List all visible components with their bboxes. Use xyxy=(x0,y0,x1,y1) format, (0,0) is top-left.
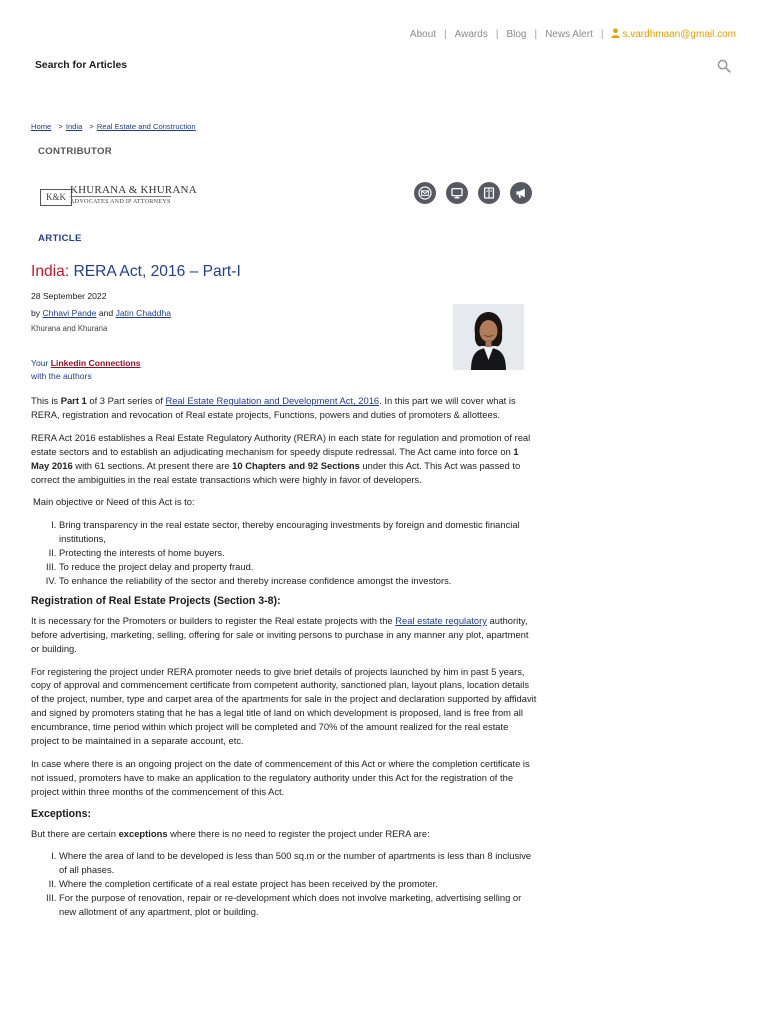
text-run: authority, before advertising, marketing, selling, offering for sale or inviting persons to purchase in any manner any plot, apartment or building. xyxy=(31,614,529,654)
megaphone-icon[interactable] xyxy=(510,182,532,204)
list-item: II. Protecting the interests of home buyers. xyxy=(59,546,539,560)
monitor-icon[interactable] xyxy=(446,182,468,204)
linkedin-connections xyxy=(31,357,141,382)
text-run-bold: 10 Chapters and 92 Sections xyxy=(232,459,360,471)
article-title-text: RERA Act, 2016 – Part-I xyxy=(73,263,241,280)
contributor-logo[interactable] xyxy=(40,184,197,206)
publish-date: 28 September 2022 xyxy=(31,291,107,301)
exceptions-list xyxy=(31,849,539,919)
nav-separator: | xyxy=(495,29,499,40)
byline-and: and xyxy=(98,308,114,318)
text-run: where there is no need to register the project under RERA are: xyxy=(167,827,430,839)
logo-firm-tagline: ADVOCATES AND IP ATTORNEYS xyxy=(70,198,171,205)
text-run: of 3 Part series of xyxy=(86,395,166,406)
linkedin-suffix: with the authors xyxy=(31,370,92,381)
linkedin-connections-link[interactable]: Linkedin Connections xyxy=(50,358,141,368)
user-icon xyxy=(611,28,620,41)
text-run: But there are certain xyxy=(31,827,119,839)
exceptions-intro xyxy=(31,827,539,841)
list-item: IV. To enhance the reliability of the sector and thereby increase confidence amongst the investors. xyxy=(59,574,539,588)
linkedin-prefix: Your xyxy=(31,358,49,368)
article-title xyxy=(31,263,241,281)
envelope-icon[interactable] xyxy=(414,182,436,204)
registration-heading: Registration of Real Estate Projects (Section 3-8): xyxy=(31,594,281,607)
author-link-chhavi-pande[interactable]: Chhavi Pande xyxy=(42,308,97,318)
registration-paragraph xyxy=(31,614,539,656)
objectives-list xyxy=(31,518,539,588)
list-item: I. Where the area of land to be developed is less than 500 sq.m or the number of apartments is less than 8 inclusive of all phases. xyxy=(59,849,539,877)
rera-overview-paragraph xyxy=(31,431,539,487)
contributor-heading: CONTRIBUTOR xyxy=(38,146,113,157)
text-run-bold: Part 1 xyxy=(60,395,87,406)
rera-act-link[interactable]: Real Estate Regulation and Development Act, 2016 xyxy=(165,395,380,406)
text-run: RERA Act 2016 establishes a Real Estate Regulatory Authority (RERA) in each state for regulation and promotion of real estate sectors and to establish an adjudicating mechanism for speedy dispute redressal. The Act came into force on xyxy=(31,431,531,457)
nav-news-alert-link[interactable]: News Alert xyxy=(545,29,593,40)
list-item: II. Where the completion certificate of a real estate project has been received by the promoter. xyxy=(59,877,539,891)
user-email: s.vardhmaan@gmail.com xyxy=(622,29,736,40)
text-run-bold: 1 May 2016 xyxy=(31,445,519,471)
logo-firm-name: KHURANA & KHURANA xyxy=(70,184,197,196)
search-icon[interactable] xyxy=(717,59,731,73)
nav-separator: | xyxy=(444,29,447,40)
intro-paragraph xyxy=(31,394,539,422)
objective-intro: Main objective or Need of this Act is to: xyxy=(33,496,195,508)
nav-about-link[interactable]: About xyxy=(409,29,437,40)
nav-awards-link[interactable]: Awards xyxy=(454,29,488,40)
list-item: III. For the purpose of renovation, repair or re-development which does not involve marketing, advertising selling or new allotment of any apartment, plot or building. xyxy=(59,891,539,919)
nav-separator: | xyxy=(600,29,604,40)
registration-details-paragraph: For registering the project under RERA promoter needs to give brief details of projects launched by him in past 5 years, copy of approval and commencement certificate from competent authority, sanctioned plan, layout plans, location details of the project, number, type and carpet area of the apartments for sale in the project and declaration supported by affidavit and signed by promoters stating that he has a legal title of land on which development is proposed, land is free from all encumbrance, time period within which project will be completed and 70% of the amount realized for the real estate project to be maintained in a separate account, etc. xyxy=(31,665,537,747)
byline-prefix: by xyxy=(31,308,41,318)
author-photo xyxy=(453,304,524,370)
breadcrumb-home[interactable]: Home xyxy=(31,122,52,131)
author-link-jatin-chaddha[interactable]: Jatin Chaddha xyxy=(115,308,172,318)
top-nav xyxy=(410,28,736,41)
article-section-heading: ARTICLE xyxy=(38,233,82,244)
real-estate-regulatory-link[interactable]: Real estate regulatory xyxy=(395,614,487,626)
text-run: This is xyxy=(31,395,61,406)
logo-monogram: K&K xyxy=(40,189,72,206)
nav-separator: | xyxy=(534,29,538,40)
breadcrumb xyxy=(31,122,196,131)
text-run-bold: exceptions xyxy=(118,827,168,839)
text-run: . In this part we will cover what is RERA, registration and revocation of Real estate projects, Functions, powers and duties of promoters & allottees. xyxy=(31,395,516,420)
list-item: III. To reduce the project delay and property fraud. xyxy=(59,560,539,574)
text-run: with 61 sections. At present there are xyxy=(72,459,233,471)
contributor-contact-icons xyxy=(414,182,532,204)
breadcrumb-india[interactable]: India xyxy=(65,122,83,131)
article-country: India: xyxy=(31,263,70,280)
author-firm: Khurana and Khurana xyxy=(31,324,108,333)
nav-blog-link[interactable]: Blog xyxy=(506,29,527,40)
book-icon[interactable] xyxy=(478,182,500,204)
text-run: under this Act. This Act was passed to correct the ambiguities in the real estate transactions which were highly in favor of developers. xyxy=(31,459,521,485)
ongoing-project-paragraph: In case where there is an ongoing project on the date of commencement of this Act or where the completion certificate is not issued, promoters have to make an application to the regulatory authority under this Act for the registration of the project within three months of the commencement of this Act. xyxy=(31,757,530,797)
exceptions-heading: Exceptions: xyxy=(31,807,92,820)
breadcrumb-category[interactable]: Real Estate and Construction xyxy=(96,122,196,131)
search-articles-label[interactable]: Search for Articles xyxy=(35,60,128,71)
breadcrumb-separator: > xyxy=(89,122,94,131)
list-item: I. Bring transparency in the real estate sector, thereby encouraging investments by foreign and domestic financial institutions, xyxy=(59,518,539,546)
article-body xyxy=(31,394,539,926)
byline xyxy=(31,308,171,318)
user-account-link[interactable] xyxy=(611,29,736,40)
breadcrumb-separator: > xyxy=(58,122,63,131)
text-run: It is necessary for the Promoters or builders to register the Real estate projects with the xyxy=(31,614,396,626)
